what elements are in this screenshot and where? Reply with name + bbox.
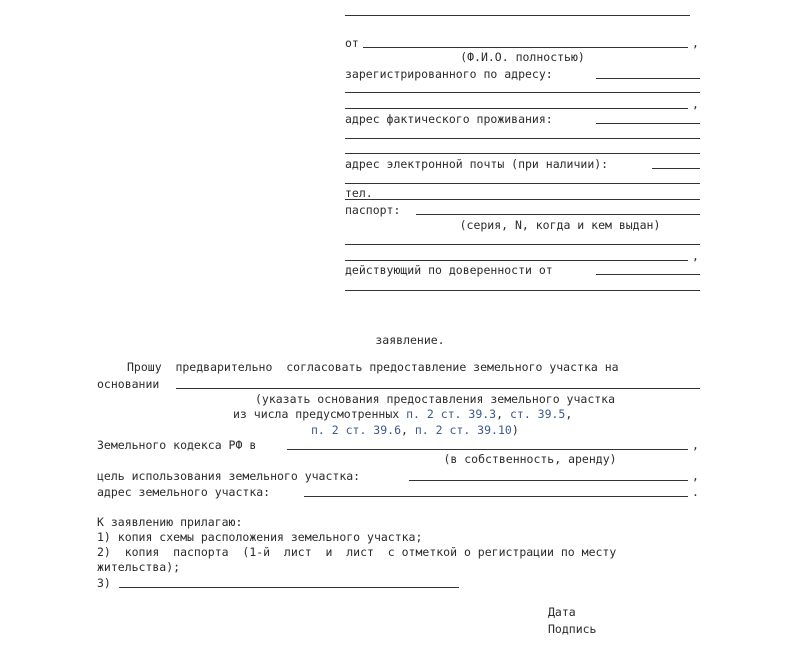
- basis-hint-2: из числа предусмотренных п. 2 ст. 39.3, ст. 39.5,: [233, 407, 573, 421]
- passport-hint: (серия, N, когда и кем выдан): [459, 218, 661, 232]
- ownership-hint: (в собственность, аренду): [443, 452, 617, 466]
- land-address-label: адрес земельного участка:: [97, 485, 271, 499]
- actual-address-label: адрес фактического проживания:: [345, 112, 553, 126]
- period: .: [692, 485, 699, 499]
- comma: ,: [692, 438, 699, 452]
- law-link-39-5[interactable]: ст. 39.5: [509, 407, 566, 421]
- registered-label: зарегистрированного по адресу:: [345, 67, 553, 81]
- phone-line[interactable]: [345, 199, 700, 200]
- addressee-line[interactable]: [345, 15, 690, 16]
- from-name-line[interactable]: [363, 47, 688, 48]
- law-link-39-10[interactable]: п. 2 ст. 39.10: [414, 423, 512, 437]
- proxy-line-1[interactable]: [596, 274, 700, 275]
- passport-line-1[interactable]: [416, 214, 700, 215]
- attachment-item-1: 1) копия схемы расположения земельного участка;: [97, 530, 423, 544]
- attachments-heading: К заявлению прилагаю:: [97, 515, 243, 529]
- actual-address-line-3[interactable]: [345, 153, 700, 154]
- basis-hint-3: п. 2 ст. 39.6, п. 2 ст. 39.10): [311, 423, 519, 437]
- attachment-item-2-cont: жительства);: [97, 560, 181, 574]
- basis-hint-1: (указать основания предоставления земельного участка: [254, 392, 616, 406]
- passport-line-3[interactable]: [345, 260, 688, 261]
- request-line-1: Прошу предварительно согласовать предоставление земельного участка на: [127, 360, 619, 374]
- signature-label: Подпись: [548, 622, 597, 636]
- law-link-39-6[interactable]: п. 2 ст. 39.6: [311, 423, 402, 437]
- date-label: Дата: [548, 605, 576, 619]
- proxy-line-2[interactable]: [345, 290, 700, 291]
- attachment-item-3-line[interactable]: [119, 587, 459, 588]
- actual-address-line-1[interactable]: [596, 123, 700, 124]
- email-line-1[interactable]: [652, 168, 700, 169]
- passport-line-2[interactable]: [345, 244, 700, 245]
- attachment-item-3: 3): [97, 576, 111, 590]
- ownership-line[interactable]: [287, 449, 688, 450]
- passport-label: паспорт:: [345, 203, 401, 217]
- basis-label: основании: [97, 377, 160, 391]
- comma: ,: [692, 36, 699, 50]
- registered-line-2[interactable]: [345, 92, 700, 93]
- land-address-line[interactable]: [304, 496, 688, 497]
- email-line-2[interactable]: [345, 183, 700, 184]
- registered-line-1[interactable]: [596, 78, 700, 79]
- email-label: адрес электронной почты (при наличии):: [345, 157, 609, 171]
- law-link-39-3[interactable]: п. 2 ст. 39.3: [406, 407, 497, 421]
- fio-hint: (Ф.И.О. полностью): [460, 50, 585, 64]
- actual-address-line-2[interactable]: [345, 138, 700, 139]
- purpose-line[interactable]: [409, 480, 688, 481]
- comma: ,: [692, 249, 699, 263]
- registered-line-3[interactable]: [345, 108, 688, 109]
- purpose-label: цель использования земельного участка:: [97, 469, 361, 483]
- basis-line[interactable]: [176, 388, 700, 389]
- comma: ,: [692, 469, 699, 483]
- attachment-item-2: 2) копия паспорта (1-й лист и лист с отметкой о регистрации по месту: [97, 545, 617, 559]
- document-title: заявление.: [375, 333, 445, 347]
- comma: ,: [692, 97, 699, 111]
- phone-label: тел.: [345, 186, 373, 200]
- code-label: Земельного кодекса РФ в: [97, 438, 257, 452]
- proxy-label: действующий по доверенности от: [345, 263, 553, 277]
- from-prefix: от: [345, 36, 359, 50]
